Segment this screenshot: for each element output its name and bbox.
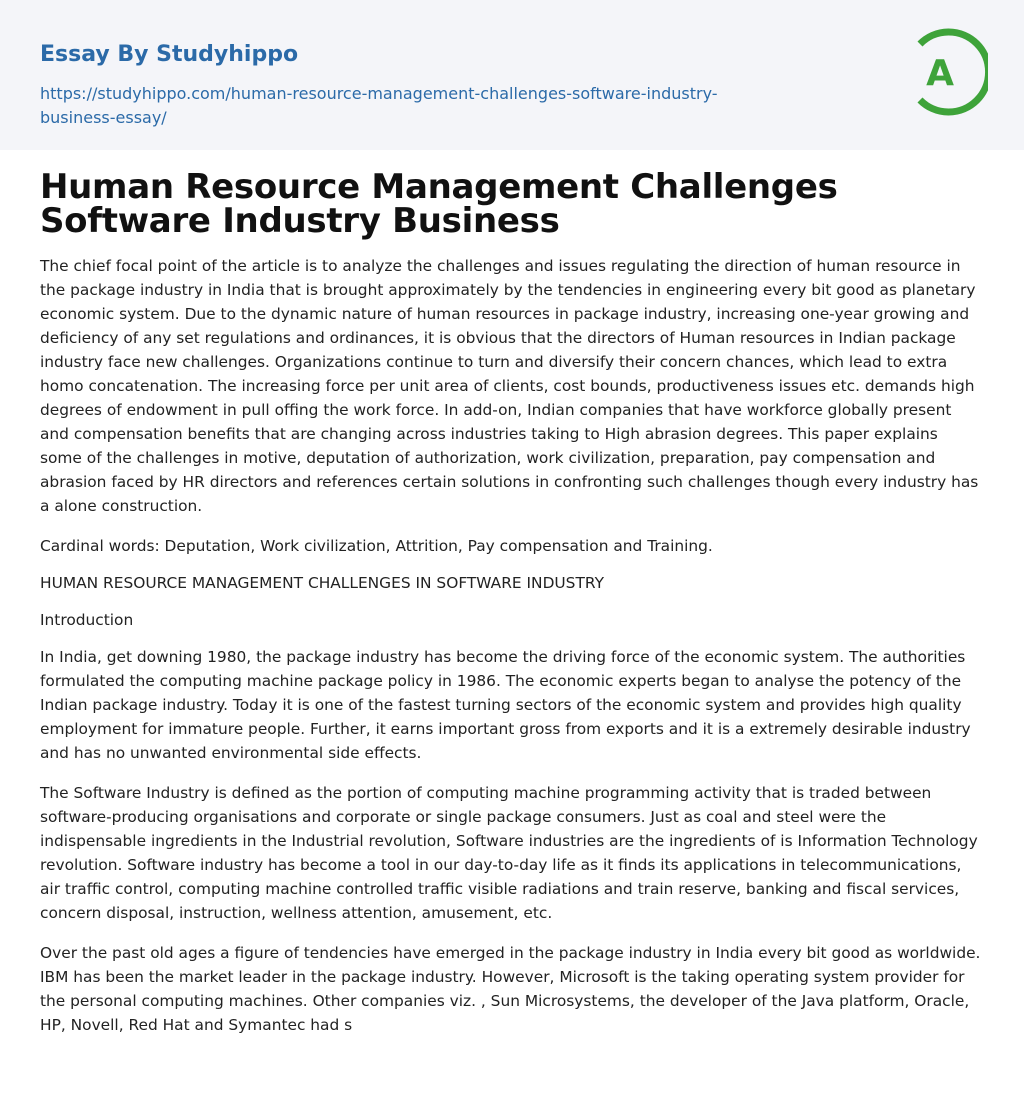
abstract-paragraph: The chief focal point of the article is to analyze the challenges and issues regulating the direction of human resource in the package industry in India that is brought approximately by the tendencies in engineering every bit good as planetary economic system. Due to the dynamic nature of human resources in package industry, increasing one-year growing and deficiency of any set regulations and ordinances, it is obvious that the directors of Human resources in Indian package industry face new challenges. Organizations continue to turn and diversify their concern chances, which lead to extra homo concatenation. The increasing force per unit area of clients, cost bounds, productiveness issues etc. demands high degrees of endowment in pull offing the work force. In add-on, Indian companies that have workforce globally present and compensation benefits that are changing across industries taking to High abrasion degrees. This paper explains some of the challenges in motive, deputation of authorization, work civilization, preparation, pay compensation and abrasion faced by HR directors and references certain solutions in confronting such challenges though every industry has a alone construction.: [40, 257, 979, 515]
keywords-line: Cardinal words: Deputation, Work civilization, Attrition, Pay compensation and Training.: [40, 537, 713, 555]
essay-content: [0, 150, 1024, 1037]
essay-url-link[interactable]: https://studyhippo.com/human-resource-management-challenges-software-industry-business-essay/: [40, 84, 718, 127]
site-header: [0, 0, 1024, 150]
essay-title: Human Resource Management Challenges Software Industry Business: [40, 167, 838, 241]
brand-title[interactable]: Essay By Studyhippo: [40, 42, 299, 67]
body-paragraph: In India, get downing 1980, the package industry has become the driving force of the economic system. The authorities formulated the computing machine package policy in 1986. The economic experts began to analyse the potency of the Indian package industry. Today it is one of the fastest turning sectors of the economic system and provides high quality employment for immature people. Further, it earns important gross from exports and it is a extremely desirable industry and has no unwanted environmental side effects.: [40, 648, 971, 762]
logo-letter: A: [926, 53, 954, 94]
body-paragraph-truncated: Over the past old ages a figure of tendencies have emerged in the package industry in India every bit good as worldwide. IBM has been the market leader in the package industry. However, Microsoft is the taking operating system provider for the personal computing machines. Other companies viz. , Sun Microsystems, the developer of the Java platform, Oracle, HP, Novell, Red Hat and Symantec had s: [40, 944, 981, 1034]
section-heading: HUMAN RESOURCE MANAGEMENT CHALLENGES IN SOFTWARE INDUSTRY: [40, 574, 604, 592]
studyhippo-logo-icon[interactable]: [912, 28, 988, 116]
body-paragraph: The Software Industry is defined as the portion of computing machine programming activity that is traded between software-producing organisations and corporate or single package consumers. Just as coal and steel were the indispensable ingredients in the Industrial revolution, Software industries are the ingredients of is Information Technology revolution. Software industry has become a tool in our day-to-day life as it finds its applications in telecommunications, air traffic control, computing machine controlled traffic visible radiations and train reserve, banking and fiscal services, concern disposal, instruction, wellness attention, amusement, etc.: [40, 784, 978, 922]
introduction-heading: Introduction: [40, 611, 134, 629]
